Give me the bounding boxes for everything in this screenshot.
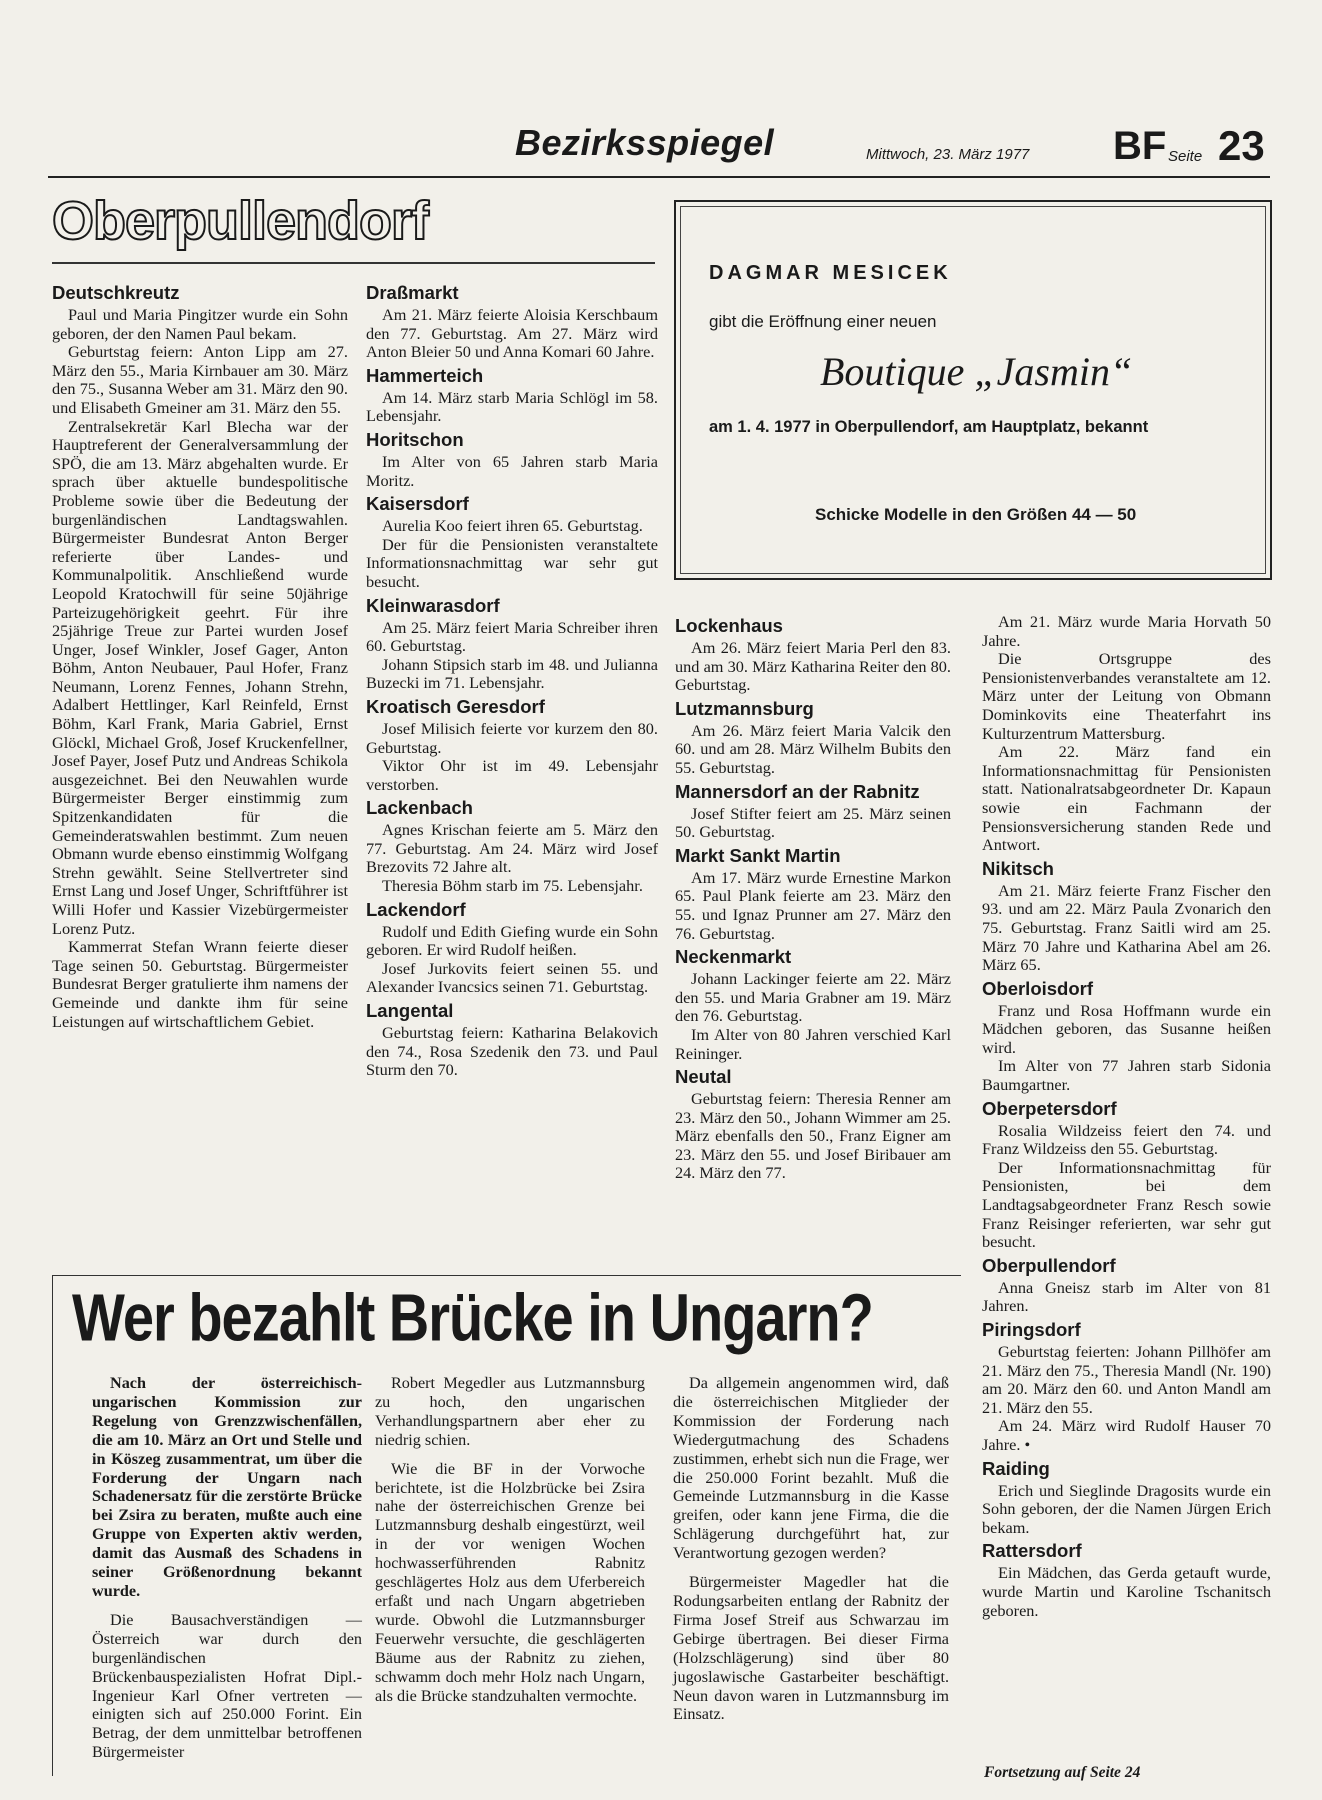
article-paragraph: Robert Megedler aus Lutzmannsburg zu hoch, den ungarischen Verhandlungspartnern aber eher zu niedrig schien. — [375, 1374, 645, 1449]
article-column-1 — [92, 1374, 362, 1762]
news-paragraph: Franz und Rosa Hoffmann wurde ein Mädchen geboren, das Susanne heißen wird. — [982, 1000, 1271, 1057]
section-title: Bezirksspiegel — [515, 122, 775, 163]
news-paragraph: Im Alter von 77 Jahren starb Sidonia Baumgartner. — [982, 1056, 1271, 1095]
ad-date-location: am 1. 4. 1977 in Oberpullendorf, am Hauptplatz, bekannt — [709, 418, 1149, 436]
village-heading: Nikitsch — [982, 857, 1054, 879]
news-paragraph: Paul und Maria Pingitzer wurde ein Sohn geboren, der den Namen Paul bekam. — [52, 305, 348, 343]
news-paragraph: Ein Mädchen, das Gerda getauft wurde, wurde Martin und Karoline Tschanitsch geboren. — [982, 1563, 1271, 1620]
village-heading: Kaisersdorf — [366, 493, 469, 515]
news-paragraph: Geburtstag feiern: Theresia Renner am 23. März den 50., Johann Wimmer am 25. März ebenfalls den 50., Franz Eigner am 23. März den 55. und Josef Biribauer am 24. März den 77. — [675, 1089, 951, 1183]
ad-boutique-name: Boutique „Jasmin“ — [820, 349, 1133, 394]
article-paragraph: Bürgermeister Magedler hat die Rodungsarbeiten entlang der Rabnitz der Firma Josef Streif aus Schwarzau im Gebirge übertragen. Bei dieser Firma (Holzschlägerung) sind über 80 jugoslawische Gastarbeiter beschäftigt. Neun davon waren in Lutzmannsburg im Einsatz. — [673, 1573, 949, 1724]
ad-sizes: Schicke Modelle in den Größen 44 — 50 — [815, 505, 1137, 524]
continuation-note: Fortsetzung auf Seite 24 — [984, 1764, 1141, 1781]
village-heading: Raiding — [982, 1457, 1050, 1479]
village-heading: Neutal — [675, 1066, 732, 1088]
news-paragraph: Rudolf und Edith Giefing wurde ein Sohn geboren. Er wird Rudolf heißen. — [366, 921, 658, 960]
news-paragraph: Am 25. März feiert Maria Schreiber ihren 60. Geburtstag. — [366, 617, 658, 656]
news-paragraph: Der für die Pensionisten veranstaltete Informationsnachmittag war sehr gut besucht. — [366, 534, 658, 591]
village-heading: Oberpetersdorf — [982, 1097, 1117, 1119]
village-heading: Lackendorf — [366, 898, 466, 920]
village-heading: Lockenhaus — [675, 615, 783, 636]
page-number: 23 — [1218, 122, 1265, 169]
news-paragraph: Theresia Böhm starb im 75. Lebensjahr. — [382, 876, 643, 896]
village-heading: Rattersdorf — [982, 1540, 1082, 1562]
news-paragraph: Geburtstag feiern: Anton Lipp am 27. März den 55., Maria Kirnbauer am 30. März den 75., Susanna Weber am 31. März den 90. und Elisabeth Gmeiner am 31. März den 55. — [52, 342, 348, 417]
news-paragraph: Im Alter von 80 Jahren verschied Karl Reininger. — [675, 1024, 951, 1063]
news-paragraph: Am 21. März feierte Franz Fischer den 93. und am 22. März Paula Zvonarich den 75. Geburtstag. Franz Saitli wird am 25. März 70 Jahre und Katharina Abel am 26. März 65. — [982, 880, 1271, 975]
title-rule — [52, 262, 655, 264]
news-paragraph: Johann Stipsich starb im 48. und Julianna Buzecki im 71. Lebensjahr. — [366, 654, 658, 693]
news-column-1 — [52, 282, 348, 1031]
article-paragraph: Wie die BF in der Vorwoche berichtete, ist die Holzbrücke bei Zsira nahe der österreichischen Grenze bei Lutzmannsburg deshalb eingestürzt, weil in der vor wenigen Wochen hochwasserführenden Rabnitz geschlägertes Holz aus dem Uferbereich erfaßt und nach Ungarn abgetrieben wurde. Obwohl die Lutzmannsburger Feuerwehr versuchte, die geschlägerten Bäume aus der Rabnitz zu ziehen, schwamm doch mehr Holz nach Ungarn, als die Brücke standzuhalten vermochte. — [375, 1459, 645, 1705]
article-paragraph: Da allgemein angenommen wird, daß die österreichischen Mitglieder der Kommission der Forderung nach Wiedergutmachung des Schadens zustimmen, erhebt sich nun die Frage, wer die 250.000 Forint bezahlt. Muß die Gemeinde Lutzmannsburg in die Kasse greifen, oder kann jene Firma, die die Schlägerung durchgeführt hat, zur Verantwortung gezogen werden? — [673, 1374, 949, 1563]
news-paragraph: Am 26. März feiert Maria Perl den 83. und am 30. März Katharina Reiter den 80. Geburtstag. — [675, 638, 951, 695]
village-heading: Deutschkreutz — [52, 282, 180, 303]
news-column-4 — [982, 613, 1271, 1620]
news-column-3 — [675, 615, 951, 1183]
village-heading: Kleinwarasdorf — [366, 594, 500, 616]
news-paragraph: Aurelia Koo feiert ihren 65. Geburtstag. — [382, 516, 643, 536]
village-heading: Draßmarkt — [366, 282, 459, 303]
news-paragraph: Die Ortsgruppe des Pensionistenverbandes veranstaltete am 12. März unter der Leitung von Obmann Dominkovits eine Theaterfahrt ins Kulturzentrum Mattersburg. — [982, 649, 1271, 743]
village-heading: Piringsdorf — [982, 1319, 1081, 1340]
article-column-2 — [375, 1374, 645, 1705]
news-paragraph: Am 21. März feierte Aloisia Kerschbaum den 77. Geburtstag. Am 27. März wird Anton Bleier 50 und Anna Komari 60 Jahre. — [366, 305, 658, 362]
news-paragraph: Agnes Krischan feierte am 5. März den 77. Geburtstag. Am 24. März wird Josef Brezovits 72 Jahre alt. — [366, 820, 658, 877]
news-paragraph: Josef Jurkovits feiert seinen 55. und Alexander Ivancsics seinen 71. Geburtstag. — [366, 958, 658, 997]
news-paragraph: Anna Gneisz starb im Alter von 81 Jahren. — [982, 1277, 1271, 1316]
village-heading: Neckenmarkt — [675, 946, 792, 968]
news-paragraph: Josef Milisich feierte vor kurzem den 80. Geburtstag. — [366, 718, 658, 757]
article-lead — [92, 1374, 362, 1601]
news-paragraph: Geburtstag feierten: Johann Pillhöfer am 21. März den 75., Theresia Mandl (Nr. 190) am 20. März den 60. und Anton Mandl am 21. März den 55. — [982, 1342, 1271, 1417]
issue-date: Mittwoch, 23. März 1977 — [866, 146, 1030, 163]
news-paragraph: Der Informationsnachmittag für Pensionisten, bei dem Landtagsabgeordneter Franz Resch sowie Franz Reisinger referierten, war sehr gut besucht. — [982, 1157, 1271, 1252]
news-paragraph: Geburtstag feiern: Katharina Belakovich den 74., Rosa Szedenik den 73. und Paul Sturm den 70. — [366, 1023, 658, 1080]
news-paragraph: Am 17. März wurde Ernestine Markon 65. Paul Plank feierte am 23. März den 55. und Ignaz Prunner am 27. März den 76. Geburtstag. — [675, 867, 951, 943]
news-paragraph: Am 24. März wird Rudolf Hauser 70 Jahre. • — [982, 1416, 1271, 1454]
news-paragraph: Kammerrat Stefan Wrann feierte dieser Tage seinen 50. Geburtstag. Bürgermeister Bundesrat Berger gratulierte ihm namens der Gemeinde und dankte ihm für seine Leistungen auf wirtschaftlichem Gebiet. — [52, 937, 348, 1031]
news-column-2 — [366, 282, 658, 1080]
page-label: Seite — [1168, 148, 1203, 165]
newspaper-logo: BF — [1113, 124, 1167, 168]
village-heading: Markt Sankt Martin — [675, 844, 841, 866]
news-paragraph: Erich und Sieglinde Dragosits wurde ein Sohn geboren, der die Namen Jürgen Erich bekam. — [982, 1480, 1271, 1537]
village-heading: Horitschon — [366, 428, 464, 450]
village-heading: Hammerteich — [366, 364, 484, 386]
village-heading: Oberpullendorf — [982, 1254, 1116, 1276]
news-paragraph: Am 26. März feiert Maria Valcik den 60. und am 28. März Wilhelm Bubits den 55. Geburtstag. — [675, 720, 951, 777]
article-paragraph: Die Bausachverständigen — Österreich war durch den burgenländischen Brückenbauspezialisten Hofrat Dipl.-Ingenieur Karl Ofner vertreten — einigten sich auf 250.000 Forint. Ein Betrag, der dem unmittelbar betroffenen Bürgermeister — [92, 1610, 362, 1762]
news-paragraph: Josef Stifter feiert am 25. März seinen 50. Geburtstag. — [675, 803, 951, 842]
village-heading: Lutzmannsburg — [675, 697, 814, 719]
header-rule — [48, 176, 1270, 178]
article-column-3 — [673, 1374, 949, 1724]
news-paragraph: Zentralsekretär Karl Blecha war der Hauptreferent der Generalversammlung der SPÖ, die am 13. März abgehalten wurde. Er sprach über aktuelle bundespolitische Probleme sowie über die Bedeutung der burgenländischen Landtagswahlen. Bürgermeister Bundesrat Anton Berger referierte über Landes- und Kommunalpolitik. Anschließend wurde Leopold Kratochwill für seine 50jährige Parteizugehörigkeit geehrt. Für ihre 25jährige Treue zur Partei wurden Josef Unger, Josef Winkler, Josef Gager, Anton Böhm, Anton Neubauer, Paul Hofer, Franz Neumann, Lorenz Fennes, Johann Strehn, Adalbert Hettlinger, Karl Reinfeld, Ernst Böhm, Karl Frank, Maria Gabriel, Ernst Glöckl, Michael Groß, Josef Kruckenfellner, Josef Payer, Josef Putz und Andreas Schikola ausgezeichnet. Bei den Neuwahlen wurde Bürgermeister Berger einstimmig zum Spitzenkandidaten für die Gemeinderatswahlen bestimmt. Zum neuen Obmann wurde ebenso einstimmig Wolfgang Strehn gewählt. Seine Stellvertreter sind Ernst Lang und Josef Unger, Schriftführer ist Willi Hofer und Kassier Vizebürgermeister Lorenz Putz. — [52, 416, 348, 938]
news-paragraph: Rosalia Wildzeiss feiert den 74. und Franz Wildzeiss den 55. Geburtstag. — [982, 1120, 1271, 1159]
news-paragraph: Am 21. März wurde Maria Horvath 50 Jahre. — [982, 612, 1271, 650]
village-heading: Lackenbach — [366, 797, 473, 819]
village-heading: Mannersdorf an der Rabnitz — [675, 780, 920, 802]
article-body-1 — [92, 1611, 362, 1762]
ad-owner-name: DAGMAR MESICEK — [709, 262, 952, 284]
village-heading: Langental — [366, 1000, 454, 1022]
village-heading: Oberloisdorf — [982, 977, 1094, 999]
region-title: Oberpullendorf — [52, 191, 428, 251]
article-paragraph: Nach der österreichisch-ungarischen Kommission zur Regelung von Grenzzwischenfällen, die am 10. März an Ort und Stelle und in Köszeg zusammentrat, um über die Forderung der Ungarn nach Schadenersatz für die zerstörte Brücke bei Zsira zu beraten, mußte auch eine Gruppe von Experten aktiv werden, damit das Ausmaß des Schadens in seiner Größenordnung bekannt wurde. — [92, 1374, 362, 1600]
news-paragraph: Am 22. März fand ein Informationsnachmittag für Pensionisten statt. Nationalratsabgeordneter Dr. Kapaun sowie ein Fachmann der Pensionsversicherung standen Rede und Antwort. — [982, 742, 1271, 855]
news-paragraph: Viktor Ohr ist im 49. Lebensjahr verstorben. — [366, 756, 658, 794]
news-paragraph: Am 14. März starb Maria Schlögl im 58. Lebensjahr. — [366, 387, 658, 426]
village-heading: Kroatisch Geresdorf — [366, 695, 545, 717]
ad-announcement: gibt die Eröffnung einer neuen — [709, 312, 937, 331]
news-paragraph: Im Alter von 65 Jahren starb Maria Moritz. — [366, 451, 658, 490]
article-headline: Wer bezahlt Brücke in Ungarn? — [72, 1279, 873, 1355]
news-paragraph: Johann Lackinger feierte am 22. März den 55. und Maria Grabner am 19. März den 76. Geburtstag. — [675, 969, 951, 1026]
